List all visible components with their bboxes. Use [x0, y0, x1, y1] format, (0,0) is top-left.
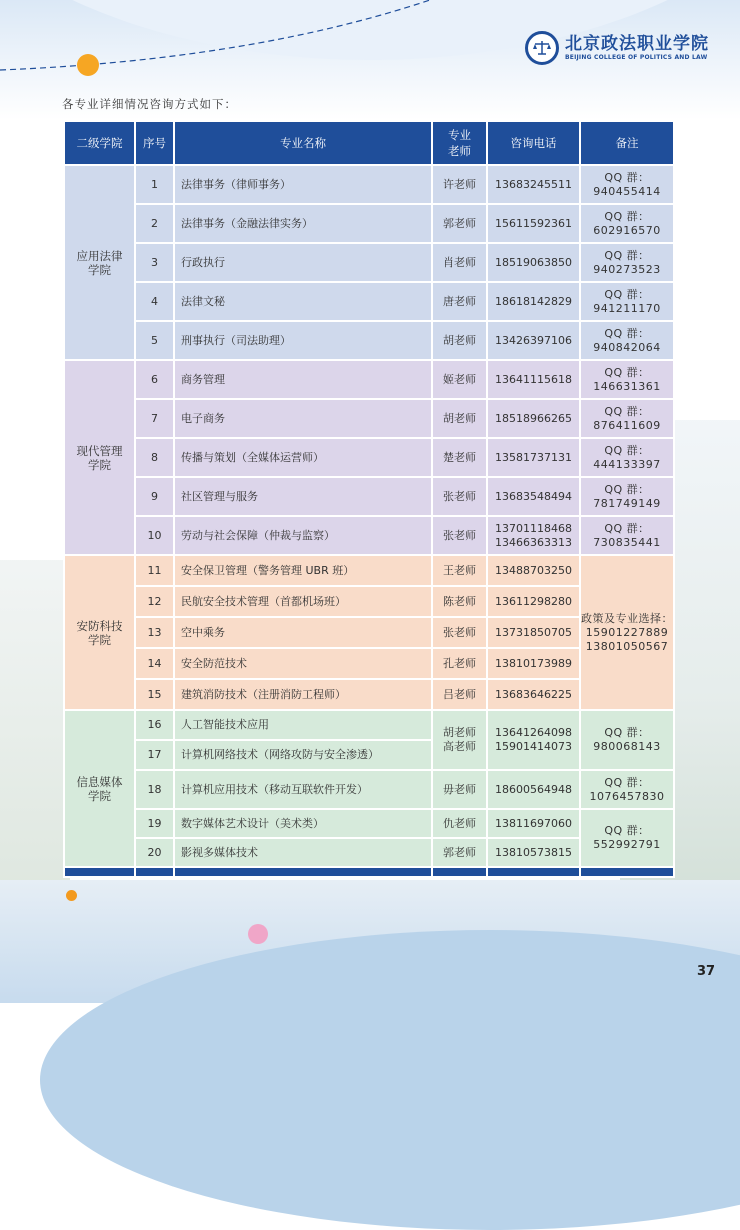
table-row — [64, 243, 674, 282]
qq-group: QQ 群： 444133397 — [580, 438, 674, 477]
major-name: 建筑消防技术（注册消防工程师） — [174, 679, 432, 710]
page-number: 37 — [697, 964, 716, 979]
row-number: 3 — [135, 243, 174, 282]
qq-group: QQ 群： 940273523 — [580, 243, 674, 282]
row-number: 16 — [135, 710, 174, 740]
row-number: 20 — [135, 838, 174, 867]
pink-dot — [248, 924, 268, 944]
phone: 13683245511 — [487, 165, 580, 204]
teacher: 郭老师 — [432, 838, 487, 867]
orange-dot-top — [77, 54, 99, 76]
table-row — [64, 809, 674, 838]
teacher: 孔老师 — [432, 648, 487, 679]
policy-contact: 政策及专业选择： 15901227889 13801050567 — [580, 555, 674, 710]
row-number: 1 — [135, 165, 174, 204]
qq-group: QQ 群： 730835441 — [580, 516, 674, 555]
teacher: 郭老师 — [432, 204, 487, 243]
table-footer-bar — [64, 867, 674, 877]
qq-group: QQ 群： 941211170 — [580, 282, 674, 321]
table-row — [64, 282, 674, 321]
header-note: 备注 — [580, 121, 674, 165]
major-name: 电子商务 — [174, 399, 432, 438]
phone: 13701118468 13466363313 — [487, 516, 580, 555]
header-teacher: 专业老师 — [432, 121, 487, 165]
major-name: 商务管理 — [174, 360, 432, 399]
phone: 15611592361 — [487, 204, 580, 243]
qq-group: QQ 群： 602916570 — [580, 204, 674, 243]
phone: 13683646225 — [487, 679, 580, 710]
phone: 13426397106 — [487, 321, 580, 360]
teacher: 姬老师 — [432, 360, 487, 399]
teacher: 肖老师 — [432, 243, 487, 282]
major-name: 法律文秘 — [174, 282, 432, 321]
qq-group: QQ 群： 940842064 — [580, 321, 674, 360]
teacher: 胡老师 — [432, 399, 487, 438]
teacher: 陈老师 — [432, 586, 487, 617]
table-header-row — [64, 121, 674, 165]
row-number: 15 — [135, 679, 174, 710]
phone: 13810173989 — [487, 648, 580, 679]
phone: 13641264098 15901414073 — [487, 710, 580, 770]
major-name: 行政执行 — [174, 243, 432, 282]
college-name-en: BEIJING COLLEGE OF POLITICS AND LAW — [565, 53, 708, 61]
teacher: 许老师 — [432, 165, 487, 204]
phone: 13611298280 — [487, 586, 580, 617]
major-name: 社区管理与服务 — [174, 477, 432, 516]
header-number: 序号 — [135, 121, 174, 165]
college-cell: 信息媒体 学院 — [64, 710, 135, 867]
row-number: 19 — [135, 809, 174, 838]
row-number: 13 — [135, 617, 174, 648]
qq-group: QQ 群： 980068143 — [580, 710, 674, 770]
row-number: 7 — [135, 399, 174, 438]
header-phone: 咨询电话 — [487, 121, 580, 165]
major-name: 民航安全技术管理（首都机场班） — [174, 586, 432, 617]
table-row — [64, 360, 674, 399]
row-number: 8 — [135, 438, 174, 477]
phone: 18618142829 — [487, 282, 580, 321]
row-number: 14 — [135, 648, 174, 679]
teacher: 仇老师 — [432, 809, 487, 838]
major-name: 劳动与社会保障（仲裁与监察） — [174, 516, 432, 555]
header-college: 二级学院 — [64, 121, 135, 165]
phone: 18519063850 — [487, 243, 580, 282]
table-row — [64, 321, 674, 360]
phone: 13641115618 — [487, 360, 580, 399]
college-cell: 应用法律 学院 — [64, 165, 135, 360]
major-name: 刑事执行（司法助理） — [174, 321, 432, 360]
teacher: 胡老师 — [432, 321, 487, 360]
row-number: 12 — [135, 586, 174, 617]
college-cell: 安防科技 学院 — [64, 555, 135, 710]
phone: 13683548494 — [487, 477, 580, 516]
major-name: 计算机网络技术（网络攻防与安全渗透） — [174, 740, 432, 770]
row-number: 6 — [135, 360, 174, 399]
orange-dot-bottom — [66, 890, 77, 901]
table-row — [64, 204, 674, 243]
major-name: 影视多媒体技术 — [174, 838, 432, 867]
phone: 18518966265 — [487, 399, 580, 438]
college-logo — [525, 30, 709, 66]
major-name: 法律事务（金融法律实务） — [174, 204, 432, 243]
table-row — [64, 477, 674, 516]
row-number: 5 — [135, 321, 174, 360]
header-major-name: 专业名称 — [174, 121, 432, 165]
row-number: 11 — [135, 555, 174, 586]
table-row — [64, 710, 674, 740]
qq-group: QQ 群： 1076457830 — [580, 770, 674, 809]
teacher: 胡老师 高老师 — [432, 710, 487, 770]
teacher: 吕老师 — [432, 679, 487, 710]
row-number: 18 — [135, 770, 174, 809]
teacher: 唐老师 — [432, 282, 487, 321]
row-number: 4 — [135, 282, 174, 321]
qq-group: QQ 群： 552992791 — [580, 809, 674, 867]
major-name: 人工智能技术应用 — [174, 710, 432, 740]
phone: 13731850705 — [487, 617, 580, 648]
qq-group: QQ 群： 876411609 — [580, 399, 674, 438]
major-name: 安全防范技术 — [174, 648, 432, 679]
teacher: 张老师 — [432, 516, 487, 555]
table-row — [64, 516, 674, 555]
major-name: 空中乘务 — [174, 617, 432, 648]
major-name: 传播与策划（全媒体运营师） — [174, 438, 432, 477]
table-row — [64, 399, 674, 438]
phone: 13488703250 — [487, 555, 580, 586]
row-number: 10 — [135, 516, 174, 555]
row-number: 2 — [135, 204, 174, 243]
teacher: 张老师 — [432, 617, 487, 648]
teacher: 王老师 — [432, 555, 487, 586]
phone: 13811697060 — [487, 809, 580, 838]
qq-group: QQ 群： 781749149 — [580, 477, 674, 516]
phone: 18600564948 — [487, 770, 580, 809]
college-cell: 现代管理 学院 — [64, 360, 135, 555]
table-row — [64, 555, 674, 586]
qq-group: QQ 群： 146631361 — [580, 360, 674, 399]
phone: 13581737131 — [487, 438, 580, 477]
table-row — [64, 770, 674, 809]
row-number: 17 — [135, 740, 174, 770]
row-number: 9 — [135, 477, 174, 516]
teacher: 张老师 — [432, 477, 487, 516]
major-name: 安全保卫管理（警务管理 UBR 班） — [174, 555, 432, 586]
teacher: 毋老师 — [432, 770, 487, 809]
qq-group: QQ 群： 940455414 — [580, 165, 674, 204]
major-contact-table — [63, 120, 675, 878]
teacher: 楚老师 — [432, 438, 487, 477]
major-name: 数字媒体艺术设计（美术类） — [174, 809, 432, 838]
table-row — [64, 438, 674, 477]
table-row — [64, 165, 674, 204]
phone: 13810573815 — [487, 838, 580, 867]
major-name: 法律事务（律师事务） — [174, 165, 432, 204]
scales-emblem-icon — [525, 31, 559, 65]
intro-text: 各专业详细情况咨询方式如下： — [62, 97, 237, 111]
college-name-cn: 北京政法职业学院 — [565, 33, 709, 54]
major-name: 计算机应用技术（移动互联软件开发） — [174, 770, 432, 809]
